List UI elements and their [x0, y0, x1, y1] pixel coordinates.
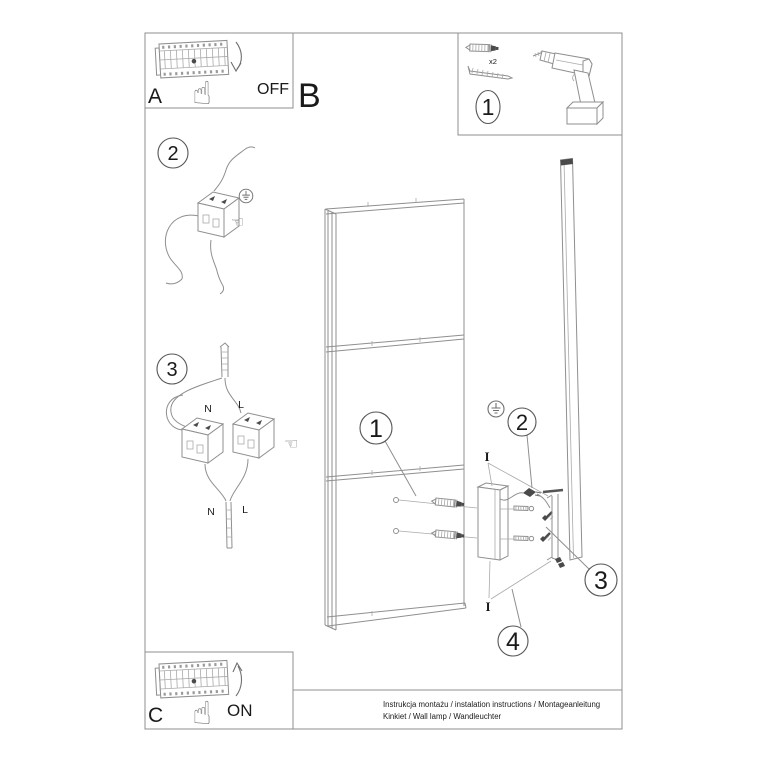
- off-arrow-icon: [231, 42, 241, 71]
- off-label: OFF: [257, 81, 289, 98]
- drill-icon: [533, 51, 603, 124]
- wire-n-bottom: [205, 464, 226, 501]
- on-label: ON: [227, 701, 253, 720]
- screw-icon: [468, 66, 512, 79]
- n-label-top: N: [204, 403, 212, 415]
- step2-number: 2: [167, 143, 179, 165]
- n-label-bottom: N: [207, 506, 215, 518]
- step-c-switch-on: [148, 660, 253, 732]
- section-mark-bottom: I: [485, 599, 491, 614]
- callout-4-number: 4: [506, 628, 520, 656]
- footer: [383, 700, 600, 721]
- qty-label: x2: [489, 57, 497, 66]
- terminal-block-icon: [182, 418, 223, 463]
- on-arrow-icon: [233, 663, 242, 696]
- pointing-hand-icon: ☜: [284, 434, 299, 453]
- mounting-bracket: [478, 483, 508, 560]
- top-cable: [220, 343, 229, 377]
- machine-screw-icon: [514, 536, 534, 541]
- drill-hole: [394, 529, 399, 534]
- l-label-top: L: [238, 399, 244, 411]
- machine-screw-icon: [514, 506, 534, 511]
- earth-ground-icon: [239, 189, 253, 203]
- step-a-switch-off: [148, 40, 289, 112]
- leader-line-1: [385, 441, 416, 496]
- leader-line-4: [512, 589, 521, 627]
- earth-ground-icon: [488, 401, 504, 417]
- wall-plug-screw-icon: [431, 497, 464, 508]
- step3-number: 3: [166, 359, 178, 381]
- pointing-hand-icon: ☜: [231, 213, 245, 231]
- footer-line1: Instrukcja montażu / instalation instructions / Montageanleitung: [383, 700, 601, 709]
- panel-a-label: A: [148, 85, 163, 108]
- breaker-panel-icon: [155, 660, 229, 698]
- tools-callout-number: 1: [481, 94, 495, 120]
- footer-line2: Kinkiet / Wall lamp / Wandleuchter: [383, 712, 502, 721]
- l-label-bottom: L: [242, 504, 248, 516]
- breaker-panel-icon: [155, 40, 229, 78]
- terminal-block-icon: [233, 413, 274, 458]
- drill-hole: [394, 498, 399, 503]
- connector-icon: [523, 488, 541, 497]
- callout-1-number: 1: [369, 415, 383, 443]
- outer-frame: [145, 33, 622, 729]
- bottom-cable: [226, 502, 232, 548]
- pointing-hand-icon: ☝: [192, 74, 212, 112]
- tools-content: [466, 43, 603, 124]
- machine-screw-icon: [542, 512, 553, 521]
- callout-3-number: 3: [594, 567, 608, 595]
- wall-plug-icon: [466, 43, 499, 52]
- panel-c-label: C: [148, 704, 164, 727]
- step3-wiring: [157, 343, 298, 548]
- wall-drawing: [325, 198, 466, 630]
- callout-2-number: 2: [515, 410, 529, 435]
- leader-line-2: [527, 435, 532, 488]
- lamp-bar: [561, 159, 583, 561]
- wire-loop: [166, 395, 186, 430]
- panel-joint-ticks: [368, 198, 420, 616]
- mounting-assembly: [360, 159, 617, 657]
- wire-l-bottom: [230, 459, 248, 501]
- pointing-hand-icon: ☝: [192, 694, 212, 732]
- machine-screw-icon: [540, 533, 551, 542]
- wall-plug-screw-icon: [431, 529, 464, 540]
- step2-wiring: [158, 138, 255, 294]
- section-mark-top: I: [484, 449, 490, 464]
- section-b-label: B: [298, 77, 321, 115]
